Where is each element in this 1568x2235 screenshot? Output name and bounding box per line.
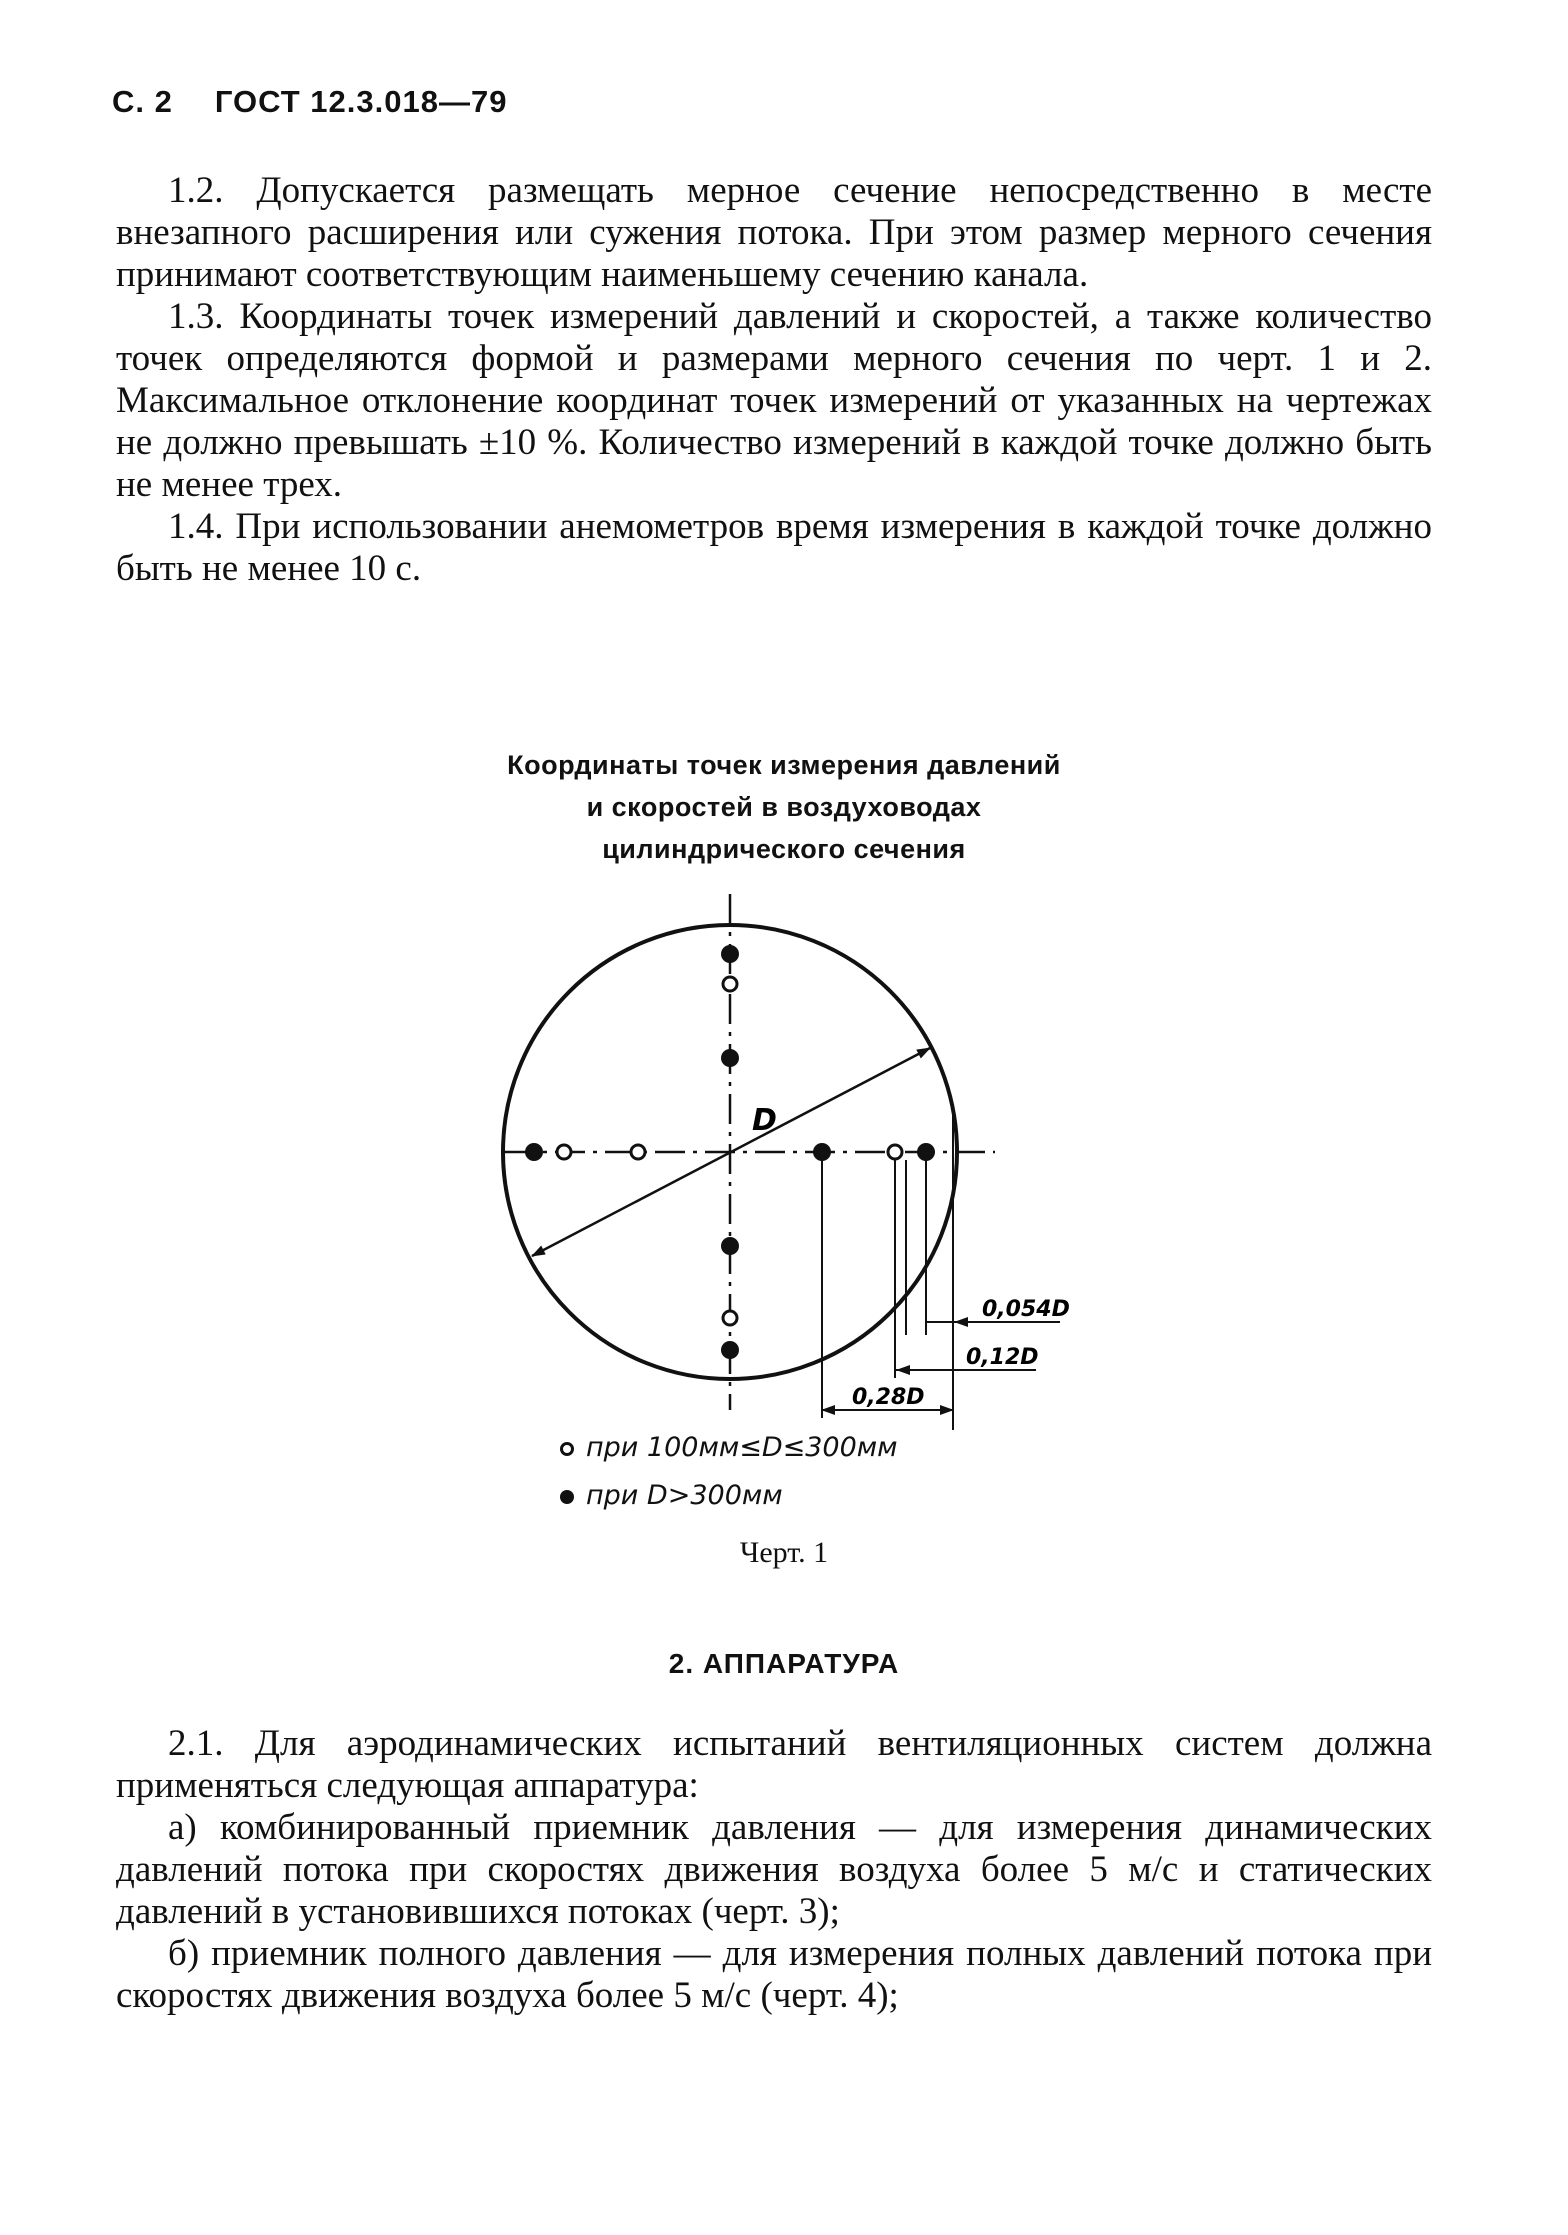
point-open bbox=[631, 1145, 645, 1159]
open-circle-icon bbox=[560, 1442, 574, 1456]
filled-circle-icon bbox=[560, 1490, 574, 1504]
figure-title-line-1: Координаты точек измерения давлений bbox=[507, 750, 1061, 780]
paragraph-1-4: 1.4. При использовании анемометров время измерения в каждой точке должно быть не менее 10 с. bbox=[116, 506, 1432, 589]
point-open bbox=[557, 1145, 571, 1159]
paragraph-2-1: 2.1. Для аэродинамических испытаний вентиляционных систем должна применяться следующая аппаратура: bbox=[116, 1723, 1432, 1806]
dimension-label-012: 0,12D bbox=[966, 1345, 1039, 1370]
point-open bbox=[723, 977, 737, 991]
paragraph-1-2: 1.2. Допускается размещать мерное сечение непосредственно в месте внезапного расширения или сужения потока. При этом размер мерного сечения принимают соответствующим наименьшему сечению канала. bbox=[116, 170, 1432, 295]
standard-number: ГОСТ 12.3.018—79 bbox=[214, 84, 508, 119]
point-filled bbox=[525, 1143, 543, 1161]
page-reference: С. 2 bbox=[112, 84, 173, 119]
figure-title-line-3: цилиндрического сечения bbox=[602, 834, 966, 864]
diameter-label: D bbox=[752, 1103, 777, 1138]
point-filled bbox=[721, 1237, 739, 1255]
point-filled bbox=[721, 1049, 739, 1067]
legend-filled-points bbox=[560, 1480, 783, 1511]
paragraph-2-1-a: а) комбинированный приемник давления — для измерения динамических давлений потока при скоростях движения воздуха более 5 м/с и статических давлений в установившихся потоках (черт. 3); bbox=[116, 1807, 1432, 1932]
dimension-label-028: 0,28D bbox=[852, 1385, 925, 1410]
point-filled bbox=[721, 1341, 739, 1359]
point-open bbox=[888, 1145, 902, 1159]
paragraph-1-3: 1.3. Координаты точек измерений давлений и скоростей, а также количество точек определяются формой и размерами мерного сечения по черт. 1 и 2. Максимальное отклонение координат точек измерений от указанных на чертежах не должно превышать ±10 %. Количество измерений в каждой точке должно быть не менее трех. bbox=[116, 296, 1432, 505]
point-filled bbox=[721, 945, 739, 963]
legend-filled-text: при D>300мм bbox=[586, 1480, 783, 1511]
point-open bbox=[723, 1311, 737, 1325]
section-2-heading: 2. АППАРАТУРА bbox=[668, 1648, 900, 1679]
paragraph-2-1-b: б) приемник полного давления — для измерения полных давлений потока при скоростях движения воздуха более 5 м/с (черт. 4); bbox=[116, 1933, 1432, 2016]
dimension-label-0054: 0,054D bbox=[982, 1297, 1070, 1322]
figure-title-line-2: и скоростей в воздуховодах bbox=[586, 792, 982, 822]
point-filled bbox=[917, 1143, 935, 1161]
legend-open-points bbox=[560, 1432, 898, 1463]
figure-caption: Черт. 1 bbox=[739, 1536, 829, 1569]
legend-open-text: при 100мм≤D≤300мм bbox=[586, 1432, 898, 1463]
section-2-text bbox=[116, 1723, 1432, 2017]
